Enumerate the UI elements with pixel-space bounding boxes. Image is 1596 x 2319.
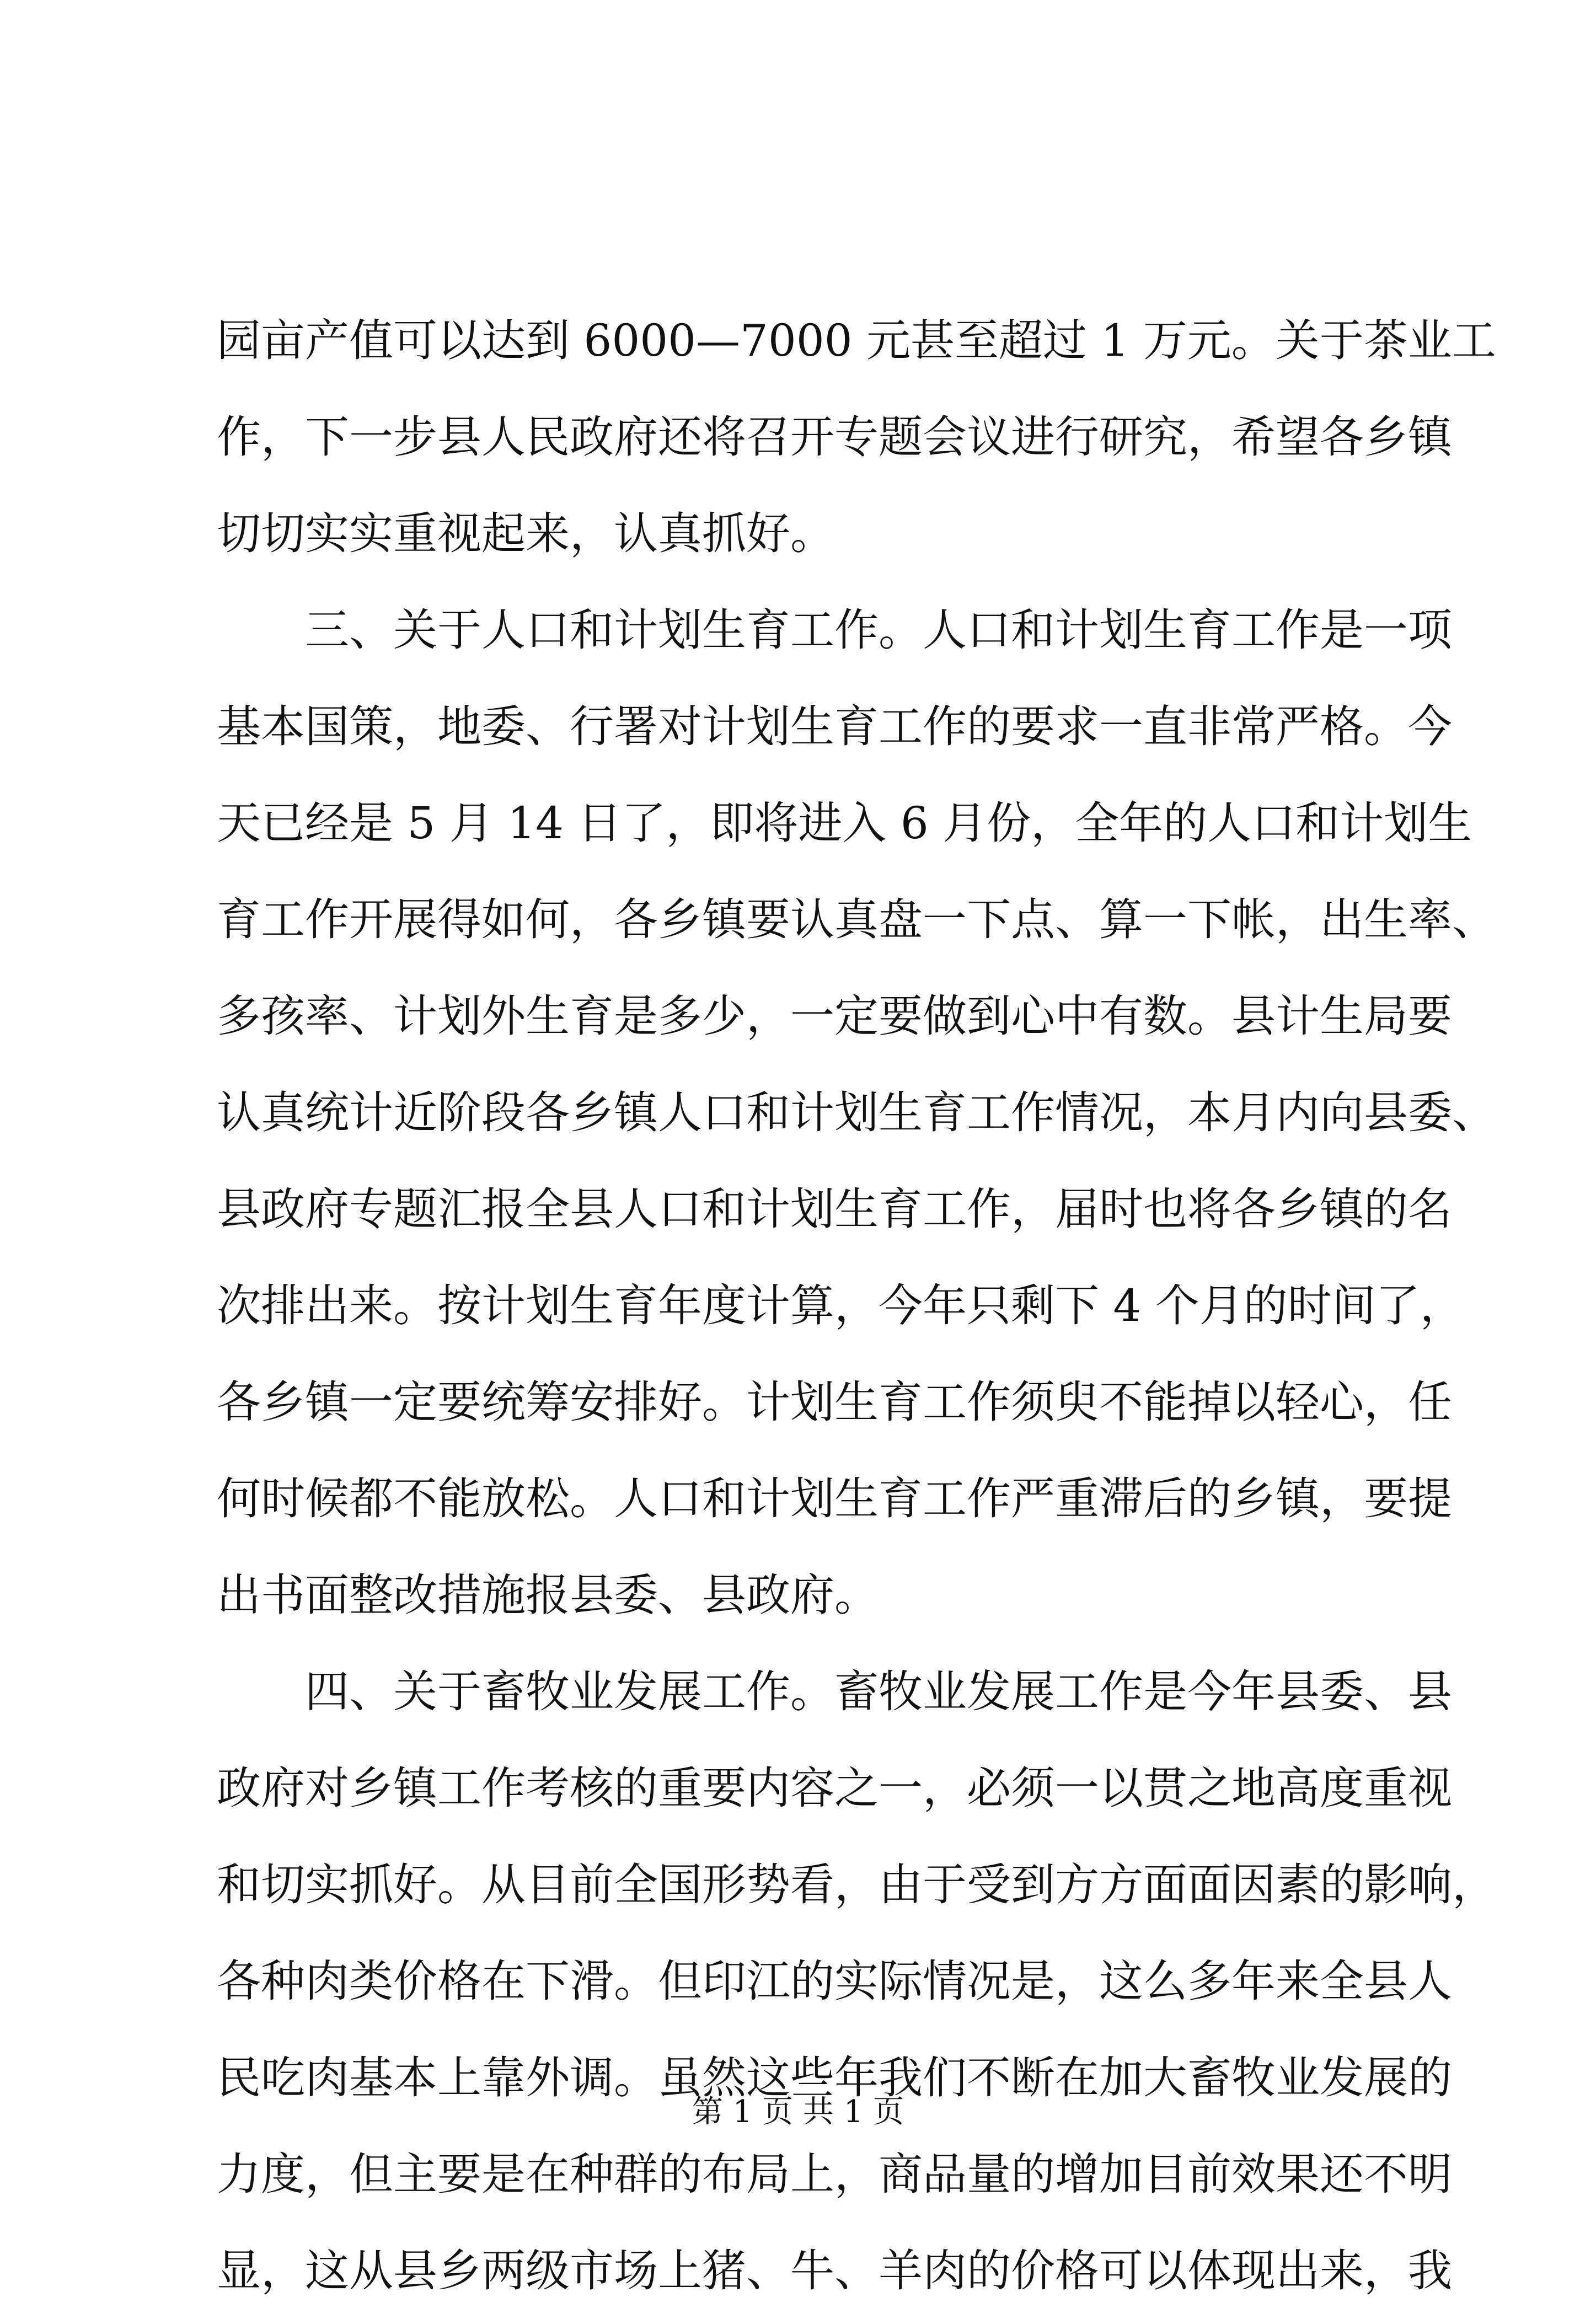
text-line: 多孩率、计划外生育是多少，一定要做到心中有数。县计生局要 [217,990,1452,1042]
text-line: 显，这从县乡两级市场上猪、牛、羊肉的价格可以体现出来，我 [217,2245,1452,2296]
text-line: 四、关于畜牧业发展工作。畜牧业发展工作是今年县委、县 [217,1666,1452,1717]
text-line: 各乡镇一定要统筹安排好。计划生育工作须臾不能掉以轻心，任 [217,1377,1452,1428]
text-line: 作，下一步县人民政府还将召开专题会议进行研究，希望各乡镇 [217,411,1452,463]
text-line: 园亩产值可以达到 6000—7000 元甚至超过 1 万元。关于茶业工 [217,315,1496,366]
page-footer [0,2093,1596,2131]
text-line: 天已经是 5 月 14 日了，即将进入 6 月份，全年的人口和计划生 [217,797,1472,849]
text-line: 和切实抓好。从目前全国形势看，由于受到方方面面因素的影响， [217,1859,1496,1910]
text-line: 民吃肉基本上靠外调。虽然这些年我们不断在加大畜牧业发展的 [217,2052,1452,2103]
text-line: 三、关于人口和计划生育工作。人口和计划生育工作是一项 [217,604,1452,656]
text-line: 何时候都不能放松。人口和计划生育工作严重滞后的乡镇，要提 [217,1473,1452,1524]
text-line: 次排出来。按计划生育年度计算，今年只剩下 4 个月的时间了， [217,1280,1464,1331]
text-line: 政府对乡镇工作考核的重要内容之一，必须一以贯之地高度重视 [217,1763,1452,1814]
text-line: 县政府专题汇报全县人口和计划生育工作，届时也将各乡镇的名 [217,1183,1452,1235]
text-line: 育工作开展得如何，各乡镇要认真盘一下点、算一下帐，出生率、 [217,894,1496,945]
text-line: 出书面整改措施报县委、县政府。 [217,1570,879,1621]
text-line: 认真统计近阶段各乡镇人口和计划生育工作情况，本月内向县委、 [217,1087,1496,1138]
page-number-label: 第 1 页 共 1 页 [692,2094,904,2130]
text-line: 力度，但主要是在种群的布局上，商品量的增加目前效果还不明 [217,2149,1452,2200]
text-line: 切切实实重视起来，认真抓好。 [217,508,834,559]
text-line: 各种肉类价格在下滑。但印江的实际情况是，这么多年来全县人 [217,1956,1452,2007]
body-text [217,292,1496,2319]
text-line: 基本国策，地委、行署对计划生育工作的要求一直非常严格。今 [217,701,1452,752]
